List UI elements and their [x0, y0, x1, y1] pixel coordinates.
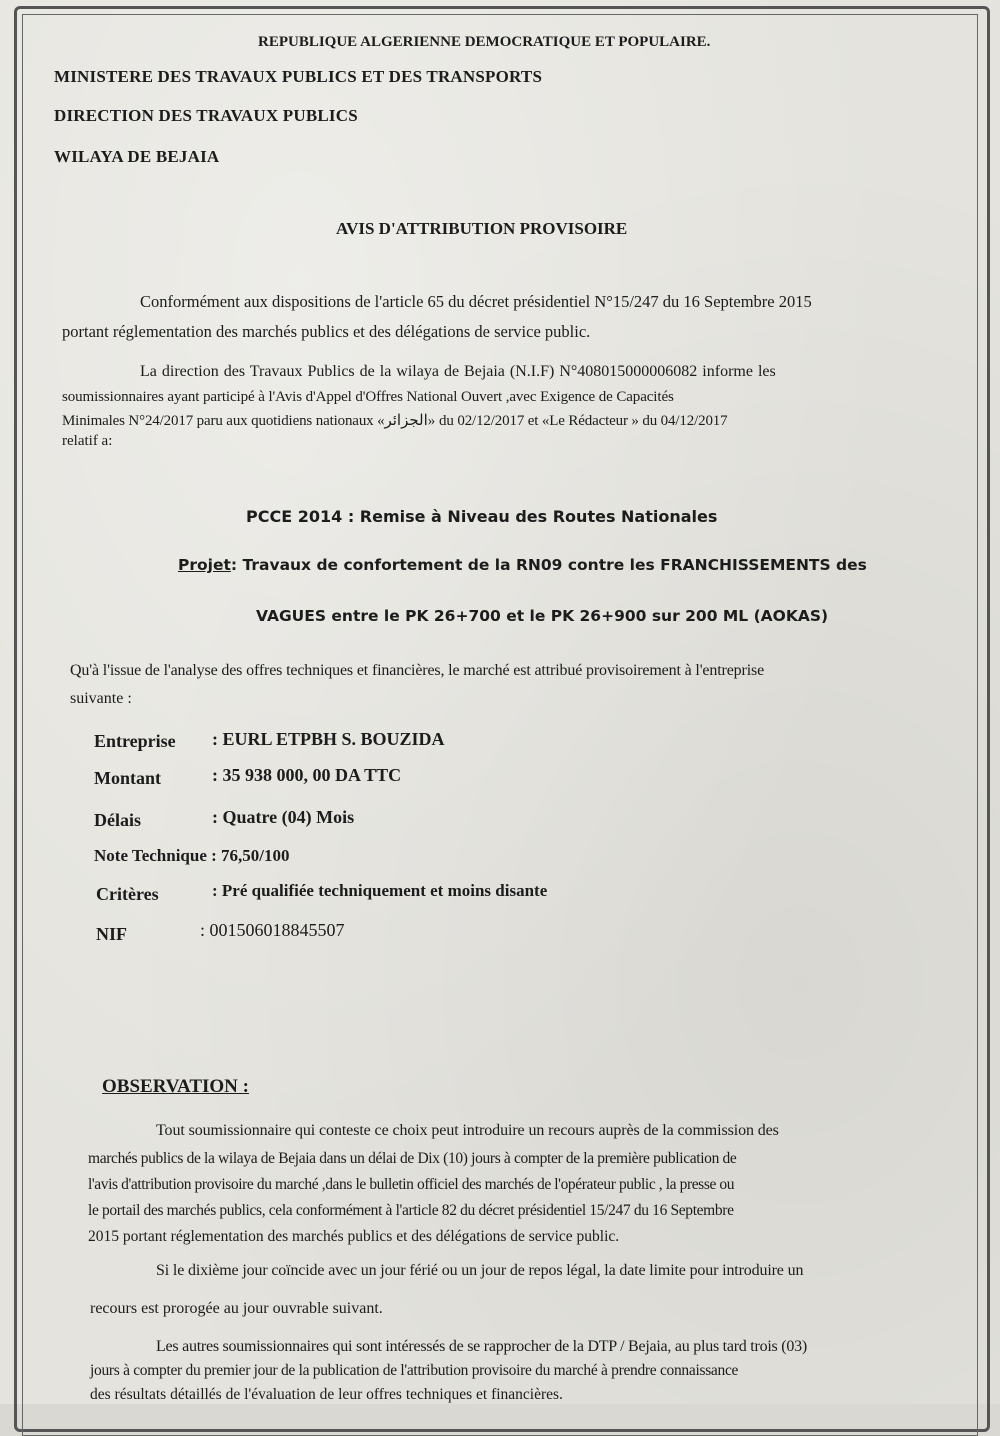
delais-value: : Quatre (04) Mois [212, 807, 355, 827]
criteres-label: Critères [96, 884, 159, 904]
obs-p2-line1: Si le dixième jour coïncide avec un jour férié ou un jour de repos légal, la date limite pour introduire un [156, 1262, 804, 1279]
entreprise-label: Entreprise [94, 731, 176, 751]
delais-label: Délais [94, 810, 141, 830]
page-title: AVIS D'ATTRIBUTION PROVISOIRE [336, 219, 628, 238]
nif-value: : 001506018845507 [200, 920, 345, 940]
nif-label: NIF [96, 924, 127, 944]
intro-p1-line1: Conformément aux dispositions de l'article 65 du décret présidentiel N°15/247 du 16 Septembre 2015 [140, 292, 812, 311]
montant-label: Montant [94, 768, 161, 788]
obs-p3-line3: des résultats détaillés de l'évaluation de leur offres techniques et financières. [90, 1386, 563, 1403]
direction-heading: DIRECTION DES TRAVAUX PUBLICS [54, 106, 358, 125]
montant-value: : 35 938 000, 00 DA TTC [212, 765, 402, 785]
intro-p2-line1: La direction des Travaux Publics de la wilaya de Bejaia (N.I.F) N°408015000006082 informe les [140, 363, 776, 380]
wilaya-heading: WILAYA DE BEJAIA [54, 147, 220, 166]
program-title: PCCE 2014 : Remise à Niveau des Routes Nationales [246, 507, 718, 526]
analysis-line2: suivante : [70, 690, 132, 707]
obs-p1-line5: 2015 portant réglementation des marchés publics et des délégations de service public. [88, 1228, 620, 1245]
republic-heading: REPUBLIQUE ALGERIENNE DEMOCRATIQUE ET POPULAIRE. [258, 34, 711, 50]
obs-p2-line2: recours est prorogée au jour ouvrable suivant. [90, 1300, 383, 1317]
project-line1-text: : Travaux de confortement de la RN09 contre les FRANCHISSEMENTS des [230, 556, 867, 574]
ministry-heading: MINISTERE DES TRAVAUX PUBLICS ET DES TRANSPORTS [54, 67, 543, 86]
intro-p2-line2: soumissionnaires ayant participé à l'Avis d'Appel d'Offres National Ouvert ,avec Exigence de Capacités [62, 389, 674, 405]
obs-p1-line1: Tout soumissionnaire qui conteste ce choix peut introduire un recours auprès de la commission des [156, 1122, 779, 1139]
obs-p1-line3: l'avis d'attribution provisoire du marché ,dans le bulletin officiel des marchés de l'opérateur public , la presse ou [88, 1176, 735, 1193]
observation-heading: OBSERVATION : [102, 1076, 249, 1097]
note-value: : 76,50/100 [211, 846, 290, 865]
intro-p1-line2: portant réglementation des marchés publics et des délégations de service public. [62, 322, 591, 341]
criteres-value: : Pré qualifiée techniquement et moins disante [212, 881, 548, 900]
obs-p3-line1: Les autres soumissionnaires qui sont intéressés de se rapprocher de la DTP / Bejaia, au plus tard trois (03) [156, 1338, 807, 1355]
project-line2: VAGUES entre le PK 26+700 et le PK 26+900 sur 200 ML (AOKAS) [256, 607, 829, 625]
obs-p3-line2: jours à compter du premier jour de la publication de l'attribution provisoire du marché à prendre connaissance [90, 1362, 739, 1379]
project-label: Projet [178, 556, 231, 574]
intro-p2-line3: Minimales N°24/2017 paru aux quotidiens nationaux «الجزائر» du 02/12/2017 et «Le Rédacteur » du 04/12/2017 [62, 413, 728, 429]
intro-p2-line4: relatif a: [62, 433, 113, 449]
note-label: Note Technique : 76,50/100 [94, 846, 290, 865]
obs-p1-line4: le portail des marchés publics, cela conformément à l'article 82 du décret présidentiel 15/247 du 16 Septembre [88, 1202, 734, 1219]
entreprise-value: : EURL ETPBH S. BOUZIDA [212, 729, 445, 749]
project-line1 [178, 556, 867, 574]
analysis-line1: Qu'à l'issue de l'analyse des offres techniques et financières, le marché est attribué provisoirement à l'entreprise [70, 662, 765, 679]
obs-p1-line2: marchés publics de la wilaya de Bejaia dans un délai de Dix (10) jours à compter de la première publication de [88, 1150, 737, 1167]
